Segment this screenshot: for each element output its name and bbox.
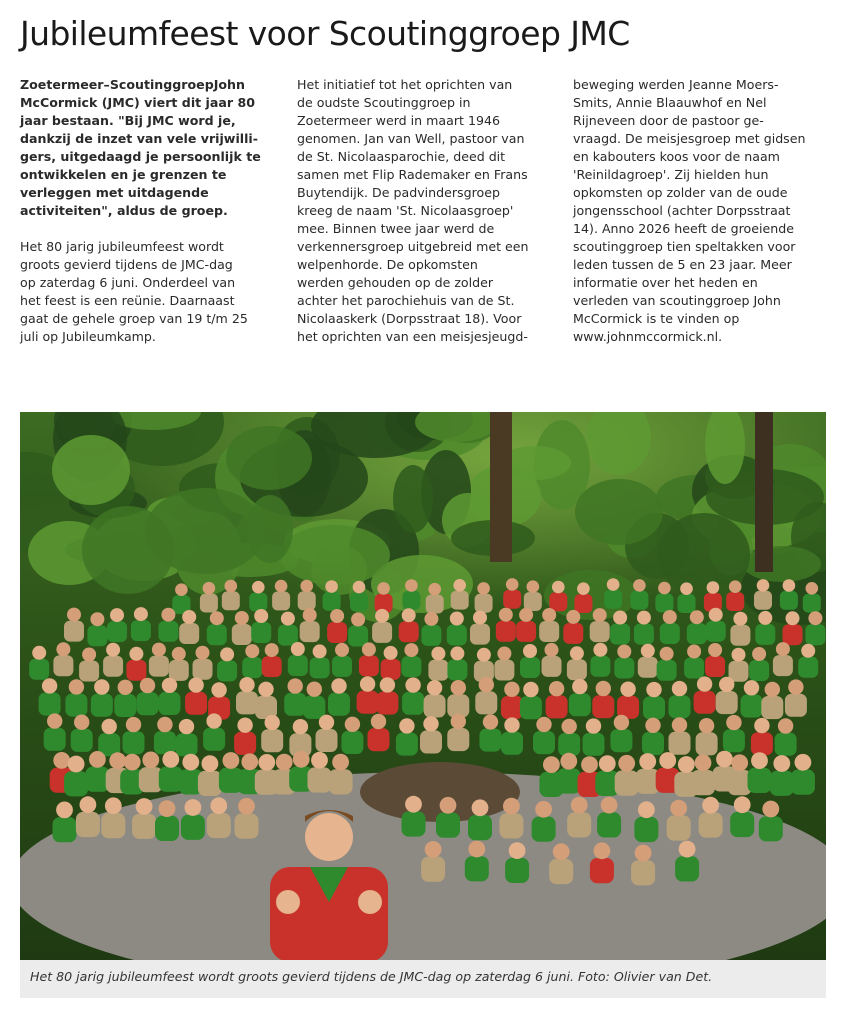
text-line: leden tussen de 5 en 23 jaar. Meer — [573, 257, 792, 272]
tree-trunk — [755, 412, 773, 572]
text-line: informatie over het heden en — [573, 275, 758, 290]
group-photo-scene — [20, 412, 826, 960]
text-line: scoutinggroep tien speltakken voor — [573, 239, 796, 254]
text-line: vraagd. De meisjesgroep met gidsen — [573, 131, 806, 146]
tree-trunk — [490, 412, 512, 562]
text-line: groots gevierd tijdens de JMC-dag — [20, 257, 233, 272]
article-paragraph — [20, 76, 282, 220]
text-line: 'Reinildagroep'. Zij hielden hun — [573, 167, 769, 182]
text-line: Het 80 jarig jubileumfeest wordt — [20, 239, 224, 254]
text-line: dankzij de inzet van vele vrijwilli- — [20, 131, 258, 146]
text-line: welpenhorde. De opkomsten — [297, 257, 478, 272]
article-paragraph — [573, 76, 835, 346]
text-line: de St. Nicolaasparochie, deed dit — [297, 149, 506, 164]
text-line: Rijneveen door de pastoor ge- — [573, 113, 764, 128]
text-line: op zaterdag 6 juni. Onderdeel van — [20, 275, 236, 290]
text-line: verkennersgroep uitgebreid met een — [297, 239, 529, 254]
text-line: genomen. Jan van Well, pastoor van — [297, 131, 525, 146]
text-line: juli op Jubileumkamp. — [20, 329, 156, 344]
text-line: Buytendijk. De padvindersgroep — [297, 185, 500, 200]
text-line: Zoetermeer werd in maart 1946 — [297, 113, 501, 128]
text-line: Zoetermeer–ScoutinggroepJohn — [20, 77, 245, 92]
text-line: werden gehouden op de zolder — [297, 275, 494, 290]
text-line: McCormick (JMC) viert dit jaar 80 — [20, 95, 255, 110]
text-line: activiteiten", aldus de groep. — [20, 203, 228, 218]
text-line: gers, uitgedaagd je persoonlijk te — [20, 149, 261, 164]
text-line: Het initiatief tot het oprichten van — [297, 77, 513, 92]
text-line: Smits, Annie Blaauwhof en Nel — [573, 95, 767, 110]
text-line: opkomsten op zolder van de oude — [573, 185, 788, 200]
group-photo — [20, 412, 826, 960]
text-line: 14). Anno 2026 heeft de groeiende — [573, 221, 794, 236]
text-line: beweging werden Jeanne Moers- — [573, 77, 779, 92]
text-line: ontwikkelen en je grenzen te — [20, 167, 227, 182]
article-paragraph — [20, 238, 282, 346]
photo-caption: Het 80 jarig jubileumfeest wordt groots gevierd tijdens de JMC-dag op zaterdag 6 juni. Foto: Olivier van Det. — [30, 969, 713, 984]
text-line: jaar bestaan. "Bij JMC word je, — [20, 113, 236, 128]
fire-pit — [360, 762, 520, 822]
text-line: jongensschool (achter Dorpsstraat — [573, 203, 791, 218]
article-column-3 — [573, 76, 835, 346]
article-title: Jubileumfeest voor Scoutinggroep JMC — [20, 14, 630, 53]
text-line: Nicolaaskerk (Dorpsstraat 18). Voor — [297, 311, 522, 326]
text-line: mee. Binnen twee jaar werd de — [297, 221, 495, 236]
article-column-2 — [297, 76, 559, 346]
text-line: gaat de gehele groep van 19 t/m 25 — [20, 311, 248, 326]
article-paragraph — [297, 76, 559, 346]
text-line: verleggen met uitdagende — [20, 185, 209, 200]
text-line: het feest is een reünie. Daarnaast — [20, 293, 235, 308]
article-column-1 — [20, 76, 282, 346]
text-line: McCormick is te vinden op — [573, 311, 740, 326]
text-line: www.johnmccormick.nl. — [573, 329, 723, 344]
text-line: het oprichten van een meisjesjeugd- — [297, 329, 528, 344]
text-line: de oudste Scoutinggroep in — [297, 95, 471, 110]
text-line: verleden van scoutinggroep John — [573, 293, 781, 308]
text-line: en kabouters koos voor de naam — [573, 149, 780, 164]
text-line: kreeg de naam 'St. Nicolaasgroep' — [297, 203, 514, 218]
text-line: samen met Flip Rademaker en Frans — [297, 167, 528, 182]
text-line: achter het parochiehuis van de St. — [297, 293, 515, 308]
